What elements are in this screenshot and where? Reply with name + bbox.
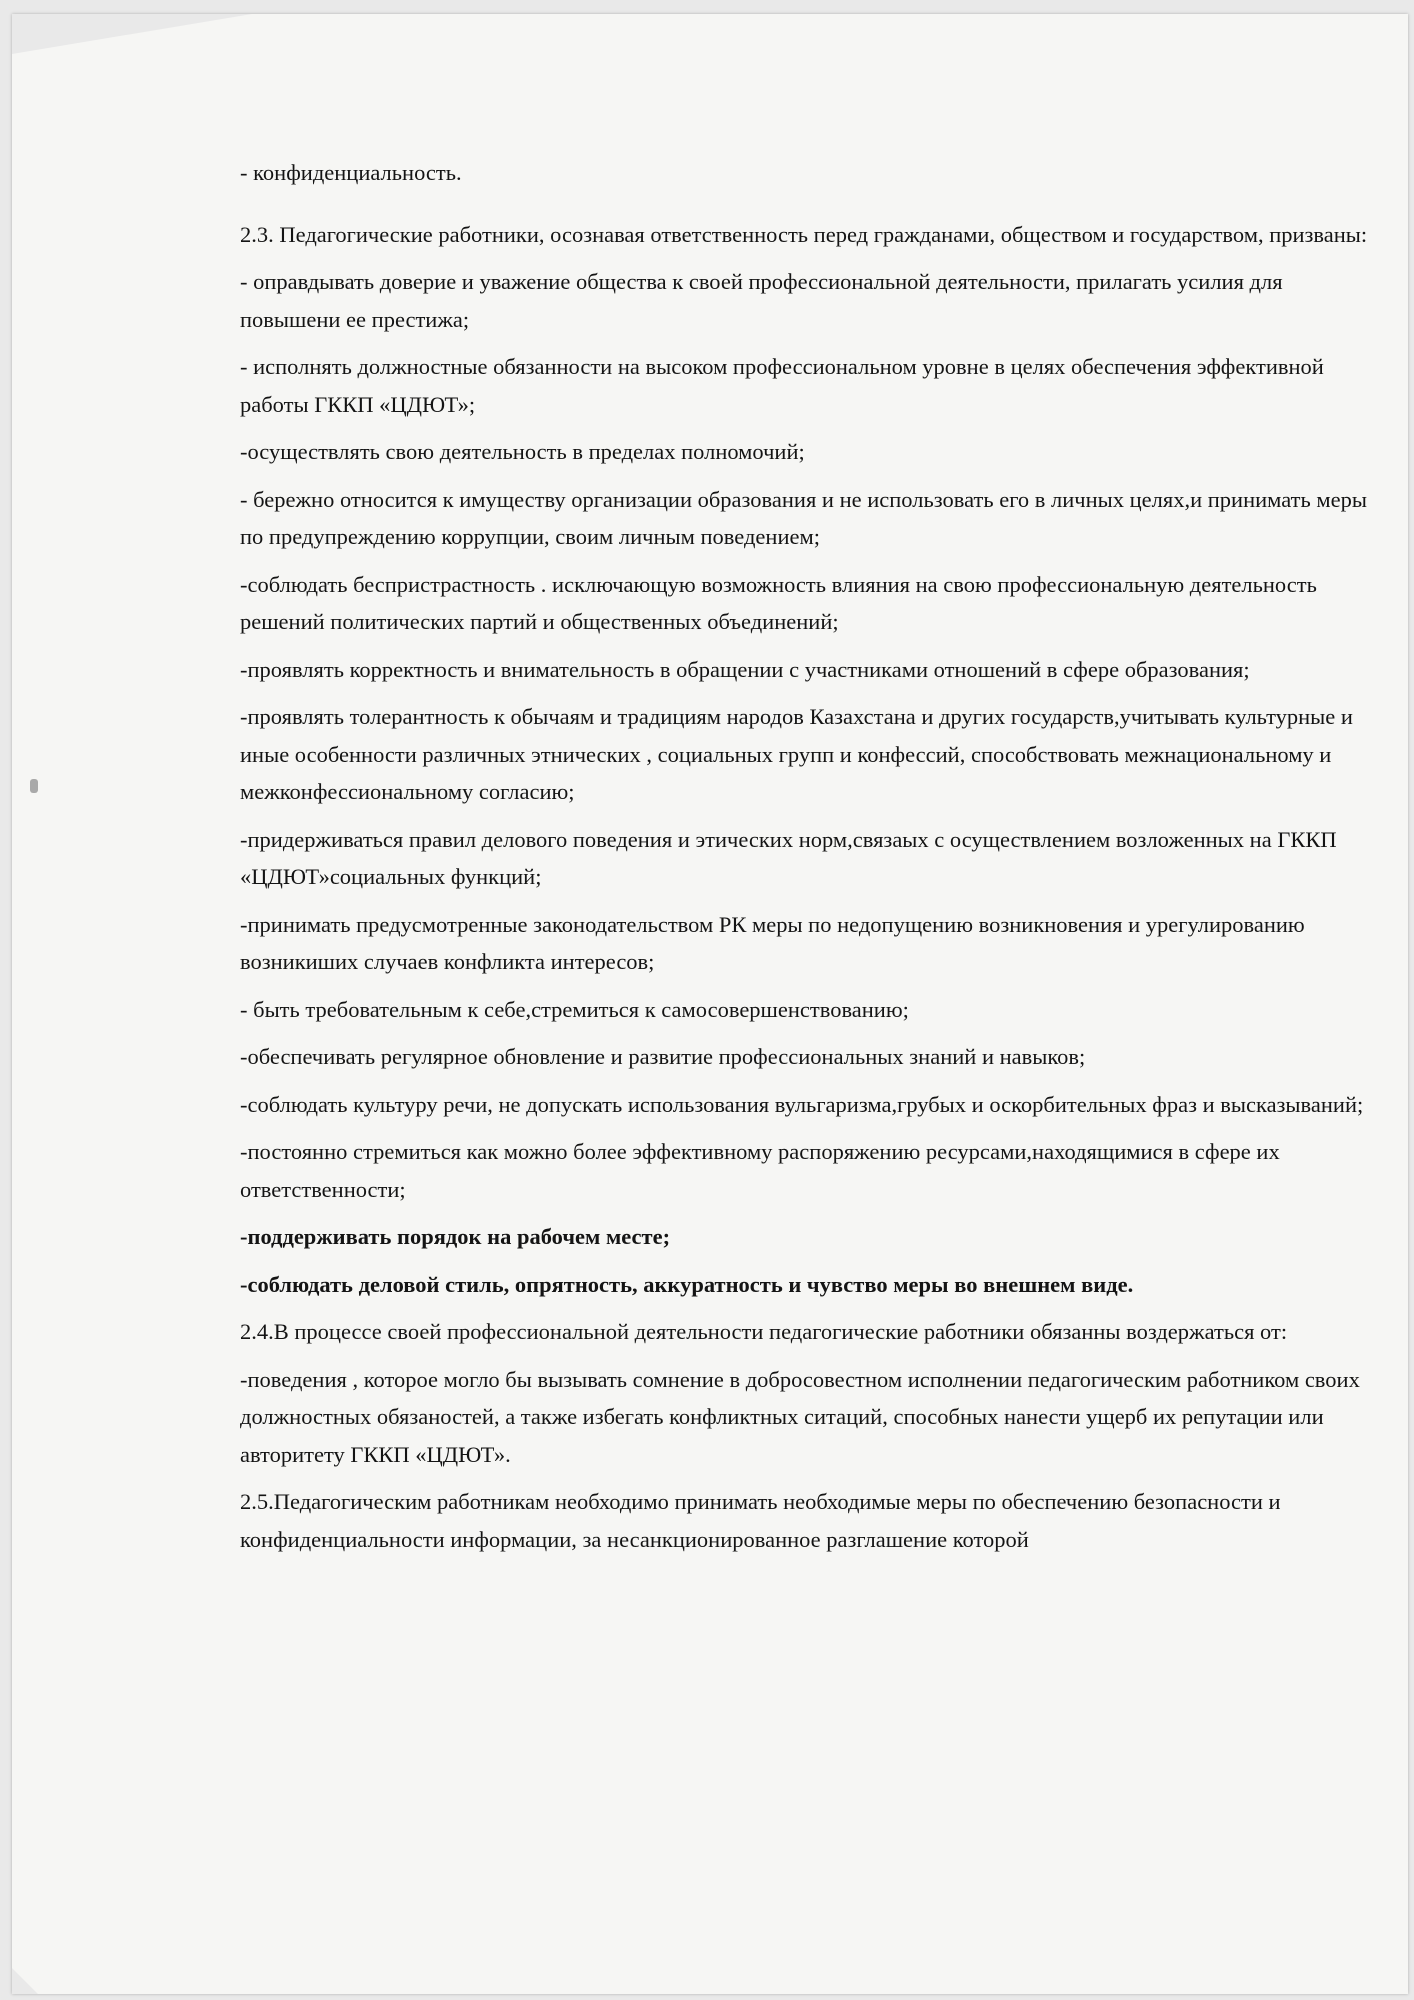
section-2-4-heading: 2.4.В процессе своей профессиональной деятельности педагогические работники обязанны воздержаться от: — [240, 1319, 1288, 1344]
list-item: -соблюдать культуру речи, не допускать использования вульгаризма,грубых и оскорбительных фраз и высказываний; — [240, 1091, 1364, 1117]
list-item: - исполнять должностные обязанности на высоком профессиональном уровне в целях обеспечения эффективной работы ГККП «ЦДЮТ»; — [240, 354, 1324, 417]
list-item: -принимать предусмотренные законодательством РК меры по недопущению возникновения и урегулированию возникиших случаев конфликта интересов; — [240, 911, 1305, 974]
document-page — [12, 14, 1408, 1994]
list-item: - бережно относится к имуществу организации образования и не использовать его в личных целях,и принимать меры по предупреждению коррупции, своим личным поведением; — [240, 486, 1367, 549]
page-corner-fold — [12, 14, 252, 54]
list-item: - оправдывать доверие и уважение общества к своей профессиональной деятельности, прилагать усилия для повышени ее престижа; — [240, 269, 1283, 332]
paragraph-confidentiality: - конфиденциальность. — [240, 160, 462, 185]
list-item-bold: -соблюдать деловой стиль, опрятность, аккуратность и чувство меры во внешнем виде. — [240, 1271, 1134, 1297]
page-corner-fold-bottom — [12, 1968, 38, 1994]
list-item: -поведения , которое могло бы вызывать сомнение в добросовестном исполнении педагогическим работником своих должностных обязаностей, а также избегать конфликтных ситаций, способных нанести ущерб их репутации или авторитету ГККП «ЦДЮТ». — [240, 1366, 1360, 1467]
scan-mark — [30, 779, 38, 793]
section-2-5-paragraph: 2.5.Педагогическим работникам необходимо принимать необходимые меры по обеспечению безопасности и конфиденциальности информации, за несанкционированное разглашение которой — [240, 1489, 1281, 1552]
section-2-3-heading: 2.3. Педагогические работники, осознавая ответственность перед гражданами, обществом и государством, призваны: — [240, 221, 1368, 247]
list-item-bold: -поддерживать порядок на рабочем месте; — [240, 1224, 671, 1249]
list-item: -соблюдать беспристрастность . исключающую возможность влияния на свою профессиональную деятельность решений политических партий и общественных объединений; — [240, 571, 1317, 634]
list-item: - быть требовательным к себе,стремиться к самосовершенствованию; — [240, 996, 909, 1022]
list-item: -придерживаться правил делового поведения и этических норм,связаых с осуществлением возложенных на ГККП «ЦДЮТ»социальных функций; — [240, 826, 1337, 889]
list-item: -проявлять корректность и внимательность в обращении с участниками отношений в сфере образования; — [240, 656, 1250, 682]
document-body — [228, 154, 1372, 1568]
list-item: -постоянно стремиться как можно более эффективному распоряжению ресурсами,находящимися в сфере их ответственности; — [240, 1139, 1280, 1202]
list-item: -обеспечивать регулярное обновление и развитие профессиональных знаний и навыков; — [240, 1044, 1086, 1069]
list-item: -проявлять толерантность к обычаям и традициям народов Казахстана и других государств,учитывать культурные и иные особенности различных этнических , социальных групп и конфессий, способствовать межнациональному и межконфессиональному согласию; — [240, 704, 1353, 804]
list-item: -осуществлять свою деятельность в пределах полномочий; — [240, 439, 805, 464]
